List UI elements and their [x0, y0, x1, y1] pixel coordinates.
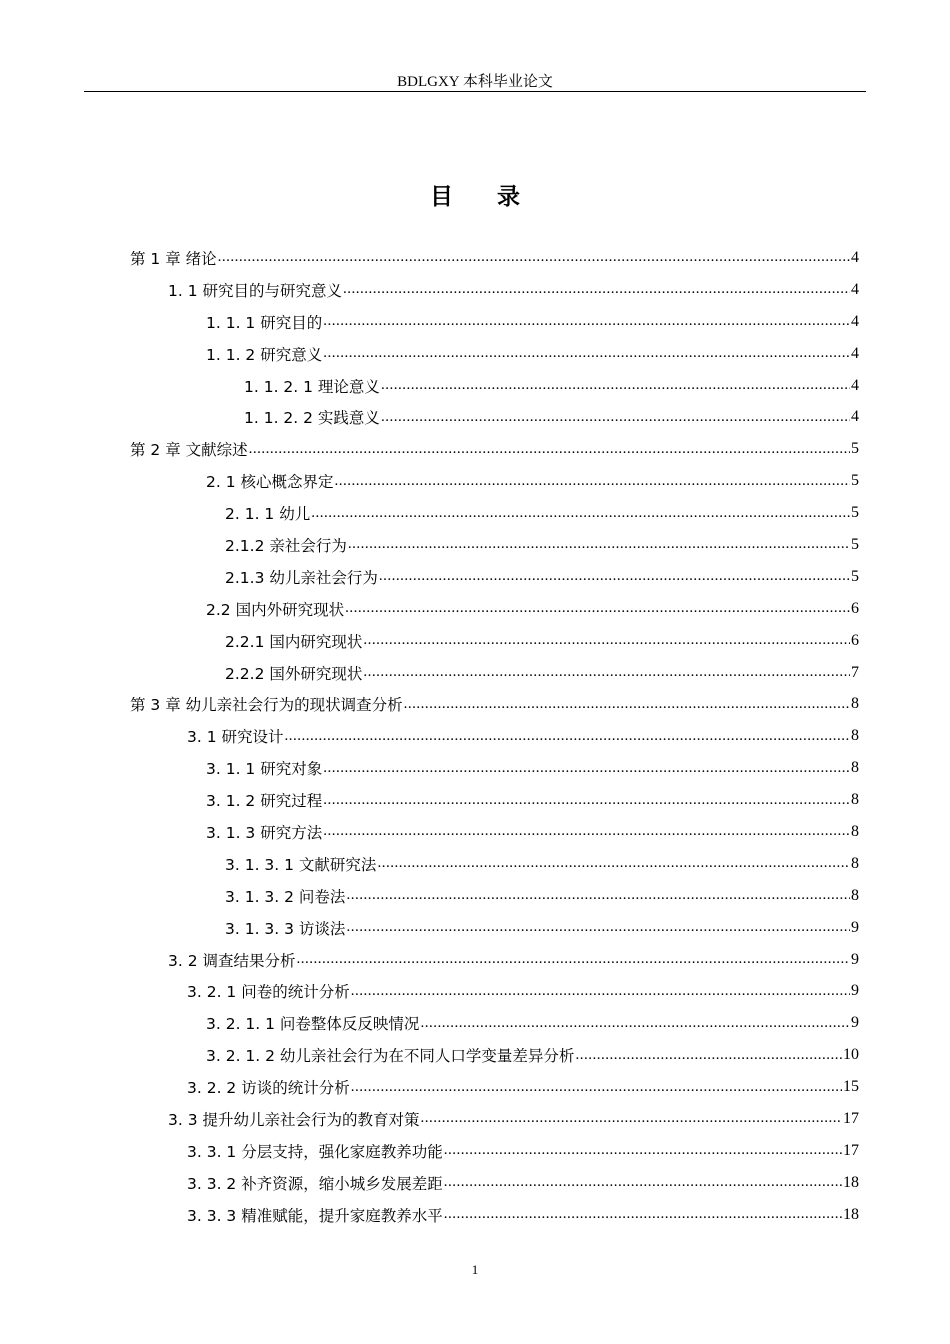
toc-entry-label: 3. 1. 3. 3 访谈法: [225, 919, 346, 938]
toc-entry-label: 3. 1. 1 研究对象: [206, 760, 323, 779]
toc-entry-page: 8: [851, 759, 859, 777]
toc-leader-dots: [363, 664, 850, 681]
toc-entry-label: 1. 1. 1 研究目的: [206, 313, 323, 332]
toc-leader-dots: [335, 473, 850, 490]
toc-entry[interactable]: [0, 880, 950, 912]
toc-entry-page: 17: [843, 1141, 859, 1159]
toc-leader-dots: [381, 377, 850, 394]
toc-leader-dots: [444, 1142, 842, 1159]
toc-leader-dots: [377, 855, 850, 872]
toc-entry[interactable]: [0, 688, 950, 720]
toc-leader-dots: [351, 983, 850, 1000]
toc-leader-dots: [323, 823, 850, 840]
toc-entry-label: 2. 1. 1 幼儿: [225, 505, 311, 524]
toc-entry-page: 4: [851, 280, 859, 298]
toc-entry-page: 8: [851, 886, 859, 904]
toc-entry-page: 8: [851, 854, 859, 872]
toc-entry[interactable]: [0, 1135, 950, 1167]
toc-entry[interactable]: [0, 497, 950, 529]
toc-leader-dots: [379, 568, 850, 585]
toc-title: 目 录: [429, 184, 538, 210]
toc-leader-dots: [421, 1110, 842, 1127]
toc-leader-dots: [346, 887, 850, 904]
toc-leader-dots: [575, 1047, 842, 1064]
toc-entry-page: 18: [843, 1205, 859, 1223]
toc-leader-dots: [343, 281, 850, 298]
toc-leader-dots: [323, 313, 850, 330]
toc-entry[interactable]: [0, 944, 950, 976]
toc-leader-dots: [404, 696, 850, 713]
toc-entry-label: 第 1 章 绪论: [130, 249, 217, 268]
toc-entry[interactable]: [0, 848, 950, 880]
toc-leader-dots: [444, 1174, 842, 1191]
toc-entry-page: 5: [851, 535, 859, 553]
toc-entry-label: 1. 1. 2. 1 理论意义: [244, 377, 380, 396]
toc-entry-label: 2.1.3 幼儿亲社会行为: [225, 568, 378, 587]
toc-leader-dots: [381, 409, 850, 426]
toc-entry[interactable]: [0, 370, 950, 402]
toc-entry-label: 3. 1. 3. 2 问卷法: [225, 887, 346, 906]
toc-entry[interactable]: [0, 465, 950, 497]
toc-entry-label: 3. 3. 2 补齐资源，缩小城乡发展差距: [187, 1174, 443, 1193]
toc-entry-label: 2.2.2 国外研究现状: [225, 664, 363, 683]
toc-leader-dots: [444, 1206, 842, 1223]
toc-entry[interactable]: [0, 306, 950, 338]
toc-entry[interactable]: [0, 1007, 950, 1039]
toc-leader-dots: [420, 1015, 850, 1032]
toc-leader-dots: [323, 792, 850, 809]
toc-entry-page: 10: [843, 1046, 859, 1064]
toc-entry[interactable]: [0, 1071, 950, 1103]
page-number: 1: [471, 1262, 479, 1277]
toc-entry-page: 4: [851, 248, 859, 266]
toc-entry-page: 7: [851, 663, 859, 681]
toc-entry-label: 1. 1. 2 研究意义: [206, 345, 323, 364]
toc-entry[interactable]: [0, 752, 950, 784]
toc-entry-page: 5: [851, 504, 859, 522]
toc-entry-page: 9: [851, 1014, 859, 1032]
toc-entry-label: 3. 2. 1. 2 幼儿亲社会行为在不同人口学变量差异分析: [206, 1047, 575, 1066]
toc-entry-page: 17: [843, 1109, 859, 1127]
toc-entry-page: 9: [851, 950, 859, 968]
toc-entry-label: 3. 1. 3 研究方法: [206, 823, 323, 842]
toc-leader-dots: [363, 632, 850, 649]
toc-entry-page: 8: [851, 791, 859, 809]
toc-entry[interactable]: [0, 274, 950, 306]
toc-entry-label: 3. 2. 2 访谈的统计分析: [187, 1079, 350, 1098]
toc-entry[interactable]: [0, 720, 950, 752]
toc-entry-page: 5: [851, 567, 859, 585]
toc-entry[interactable]: [0, 657, 950, 689]
toc-leader-dots: [351, 1079, 842, 1096]
toc-entry[interactable]: [0, 242, 950, 274]
toc-entry-label: 第 2 章 文献综述: [130, 441, 248, 460]
toc-entry-page: 6: [851, 599, 859, 617]
toc-entry-label: 第 3 章 幼儿亲社会行为的现状调查分析: [130, 696, 403, 715]
toc-entry[interactable]: [0, 625, 950, 657]
toc-entry[interactable]: [0, 593, 950, 625]
toc-leader-dots: [323, 760, 850, 777]
toc-entry-label: 3. 2. 1 问卷的统计分析: [187, 983, 350, 1002]
toc-entry-page: 8: [851, 695, 859, 713]
toc-leader-dots: [323, 345, 850, 362]
toc-entry[interactable]: [0, 784, 950, 816]
toc-leader-dots: [297, 951, 850, 968]
toc-entry-label: 3. 3. 1 分层支持，强化家庭教养功能: [187, 1142, 443, 1161]
toc-leader-dots: [249, 441, 850, 458]
toc-entry-label: 2.1.2 亲社会行为: [225, 536, 347, 555]
toc-entry-page: 4: [851, 408, 859, 426]
table-of-contents: [0, 242, 950, 1231]
toc-entry-label: 3. 1. 3. 1 文献研究法: [225, 855, 377, 874]
toc-entry-page: 4: [851, 312, 859, 330]
header-rule: [84, 91, 866, 92]
toc-entry-label: 3. 2. 1. 1 问卷整体反反映情况: [206, 1015, 420, 1034]
toc-leader-dots: [311, 505, 850, 522]
toc-leader-dots: [218, 249, 850, 266]
toc-entry[interactable]: [0, 1199, 950, 1231]
toc-entry[interactable]: [0, 975, 950, 1007]
toc-leader-dots: [345, 600, 850, 617]
page-header: BDLGXY 本科毕业论文: [397, 74, 553, 90]
toc-entry[interactable]: [0, 401, 950, 433]
toc-entry-page: 4: [851, 376, 859, 394]
toc-entry-label: 3. 2 调查结果分析: [168, 951, 296, 970]
toc-entry[interactable]: [0, 1167, 950, 1199]
toc-entry[interactable]: [0, 1039, 950, 1071]
toc-entry-label: 1. 1 研究目的与研究意义: [168, 281, 343, 300]
toc-entry-label: 3. 3. 3 精准赋能，提升家庭教养水平: [187, 1206, 443, 1225]
toc-entry-page: 18: [843, 1173, 859, 1191]
toc-entry-page: 8: [851, 727, 859, 745]
toc-entry-page: 4: [851, 344, 859, 362]
toc-entry-page: 9: [851, 918, 859, 936]
toc-entry-label: 3. 3 提升幼儿亲社会行为的教育对策: [168, 1110, 420, 1129]
toc-entry-page: 5: [851, 440, 859, 458]
toc-entry-label: 2. 1 核心概念界定: [206, 473, 334, 492]
toc-entry[interactable]: [0, 338, 950, 370]
toc-leader-dots: [346, 919, 850, 936]
toc-leader-dots: [285, 728, 850, 745]
toc-entry[interactable]: [0, 561, 950, 593]
toc-entry[interactable]: [0, 816, 950, 848]
toc-entry-page: 9: [851, 982, 859, 1000]
toc-entry-page: 15: [843, 1078, 859, 1096]
toc-entry-label: 3. 1 研究设计: [187, 728, 284, 747]
toc-entry[interactable]: [0, 1103, 950, 1135]
toc-entry-label: 1. 1. 2. 2 实践意义: [244, 409, 380, 428]
toc-entry-page: 5: [851, 472, 859, 490]
toc-entry-label: 2.2.1 国内研究现状: [225, 632, 363, 651]
toc-entry-label: 3. 1. 2 研究过程: [206, 792, 323, 811]
toc-entry[interactable]: [0, 529, 950, 561]
toc-entry-label: 2.2 国内外研究现状: [206, 600, 345, 619]
toc-entry[interactable]: [0, 433, 950, 465]
toc-entry-page: 8: [851, 822, 859, 840]
toc-leader-dots: [348, 536, 850, 553]
toc-entry-page: 6: [851, 631, 859, 649]
toc-entry[interactable]: [0, 912, 950, 944]
